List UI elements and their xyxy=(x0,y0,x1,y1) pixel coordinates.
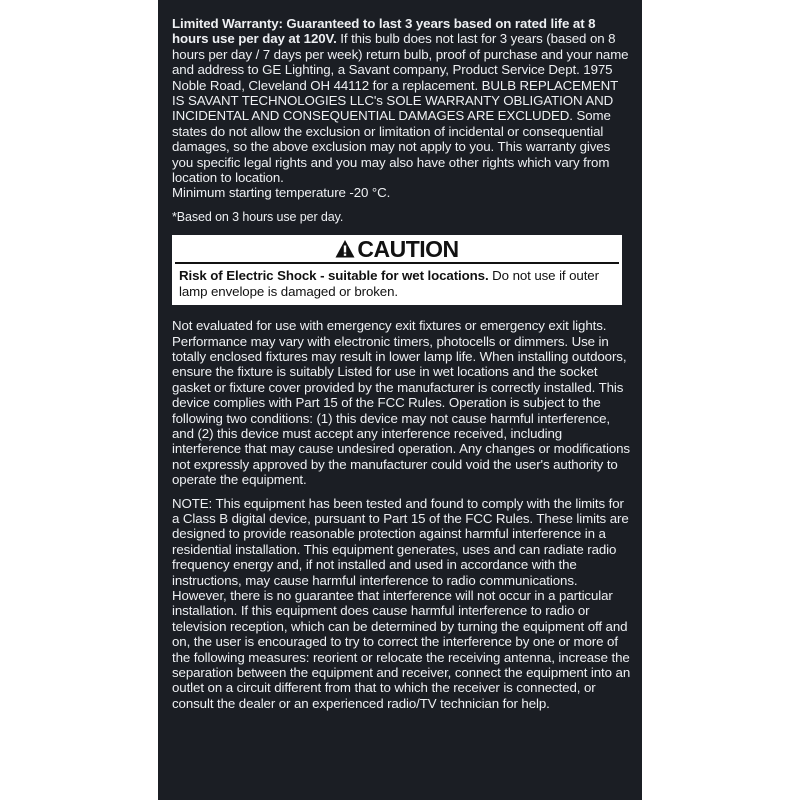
fcc-note-paragraph: NOTE: This equipment has been tested and found to comply with the limits for a Class B digital device, pursuant to Part 15 of the FCC Rules. These limits are designed to provide reasonable protection against harmful interference in a residential installation. This equipment generates, uses and can radiate radio frequency energy and, if not installed and used in accordance with the instructions, may cause harmful interference to radio communications. However, there is no guarantee that interference will not occur in a particular installation. If this equipment does cause harmful interference to radio or television reception, which can be determined by turning the equipment off and on, the user is encouraged to try to correct the interference by one or more of the following measures: reorient or relocate the receiving antenna, increase the separation between the equipment and receiver, connect the equipment into an outlet on a circuit different from that to which the receiver is connected, or consult the dealer or an experienced radio/TV technician for help. xyxy=(172,495,631,711)
usage-footnote: *Based on 3 hours use per day. xyxy=(172,209,344,224)
min-temperature: Minimum starting temperature -20 °C. xyxy=(172,185,391,201)
caution-body xyxy=(173,264,621,304)
warning-triangle-icon xyxy=(335,239,355,259)
fcc-notice-paragraph: Not evaluated for use with emergency exit fixtures or emergency exit lights. Performance may vary with electronic timers, photocells or dimmers. Use in totally enclosed fixtures may result in lower lamp life. When installing outdoors, ensure the fixture is suitably Listed for use in wet locations and the socket gasket or fixture cover provided by the manufacturer is correctly installed. This device complies with Part 15 of the FCC Rules. Operation is subject to the following two conditions: (1) this device may not cause harmful interference, and (2) this device must accept any interference received, including interference that may cause undesired operation. Any changes or modifications not expressly approved by the manufacturer could void the user's authority to operate the equipment. xyxy=(172,318,630,488)
caution-heading: Risk of Electric Shock - suitable for wet locations. xyxy=(179,268,489,284)
product-label-panel xyxy=(158,0,642,800)
warranty-heading: Limited Warranty: Guaranteed to last 3 years based on rated life at 8 hours use per day at 120V. xyxy=(172,16,596,47)
caution-title: CAUTION xyxy=(357,236,459,263)
caution-box xyxy=(172,235,622,305)
warranty-paragraph xyxy=(172,16,632,201)
warranty-body: If this bulb does not last for 3 years (based on 8 hours per day / 7 days per week) return bulb, proof of purchase and your name and address to GE Lighting, a Savant company, Product Service Dept. 1975 Noble Road, Cleveland OH 44112 for a replacement. BULB REPLACEMENT IS SAVANT TECHNOLOGIES LLC's SOLE WARRANTY OBLIGATION AND INCIDENTAL AND CONSEQUENTIAL DAMAGES ARE EXCLUDED. Some states do not allow the exclusion or limitation of incidental or consequential damages, so the above exclusion may not apply to you. This warranty gives you specific legal rights and you may also have other rights which vary from location to location. xyxy=(172,31,629,186)
label-content xyxy=(172,16,632,711)
caution-text: Do not use if outer lamp envelope is damaged or broken. xyxy=(179,268,599,299)
caution-header xyxy=(175,236,619,264)
